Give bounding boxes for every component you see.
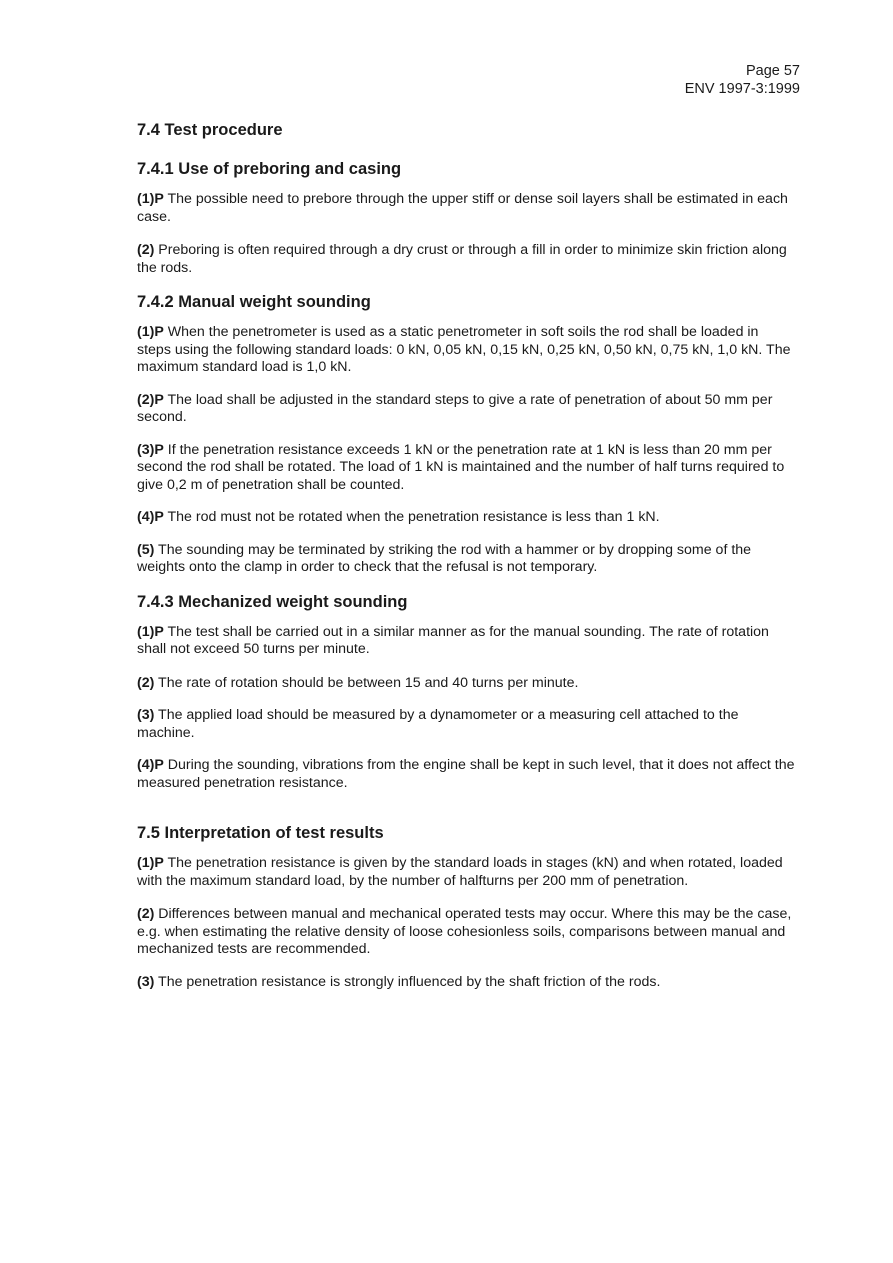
clause-number: (1)P <box>137 324 164 340</box>
section-title-7-4-2: 7.4.2 Manual weight sounding <box>137 293 371 311</box>
clause-number: (2)P <box>137 391 164 408</box>
paragraph <box>137 757 795 792</box>
clause-text: The sounding may be terminated by striking the rod with a hammer or by dropping some of the weights onto the clamp in order to check that the refusal is not temporary. <box>137 541 752 575</box>
section-title-7-4: 7.4 Test procedure <box>137 121 283 139</box>
clause-text: The load shall be adjusted in the standard steps to give a rate of penetration of about 50 mm per second. <box>137 391 773 425</box>
clause-number: (4)P <box>137 509 164 525</box>
clause-number: (1)P <box>137 855 164 871</box>
paragraph <box>137 392 795 427</box>
clause-number: (3) <box>137 707 155 723</box>
paragraph <box>137 974 795 992</box>
paragraph <box>137 906 795 959</box>
clause-number: (1)P <box>137 191 164 207</box>
document-id: ENV 1997-3:1999 <box>684 81 800 97</box>
clause-text: If the penetration resistance exceeds 1 kN or the penetration rate at 1 kN is less than 20 mm per second the rod shall be rotated. The load of 1 kN is maintained and the number of half turns required to give 0,2 m of penetration shall be counted. <box>137 441 785 493</box>
clause-text: The applied load should be measured by a dynamometer or a measuring cell attached to the machine. <box>137 707 739 741</box>
paragraph <box>137 509 795 527</box>
clause-text: The possible need to prebore through the upper stiff or dense soil layers shall be estimated in each case. <box>137 191 788 225</box>
clause-number: (3)P <box>137 441 164 458</box>
clause-text: The test shall be carried out in a similar manner as for the manual sounding. The rate of rotation shall not exceed 50 turns per minute. <box>137 623 769 657</box>
clause-text: The penetration resistance is strongly influenced by the shaft friction of the rods. <box>154 973 661 990</box>
clause-text: The penetration resistance is given by the standard loads in stages (kN) and when rotated, loaded with the maximum standard load, by the number of halfturns per 200 mm of penetration. <box>137 855 783 889</box>
clause-number: (5) <box>137 541 155 558</box>
paragraph <box>137 707 795 742</box>
section-title-7-5: 7.5 Interpretation of test results <box>137 824 384 842</box>
paragraph <box>137 442 795 495</box>
page-number: Page 57 <box>745 63 800 79</box>
paragraph <box>137 242 795 277</box>
clause-text: The rod must not be rotated when the penetration resistance is less than 1 kN. <box>163 509 660 525</box>
paragraph <box>137 324 795 377</box>
clause-text: When the penetrometer is used as a static penetrometer in soft soils the rod shall be loaded in steps using the following standard loads: 0 kN, 0,05 kN, 0,15 kN, 0,25 kN, 0,50 kN, 0,75 kN, 1,0 kN. The maximum standard load is 1,0 kN. <box>137 324 791 375</box>
clause-text: Preboring is often required through a dry crust or through a fill in order to minimize skin friction along the rods. <box>137 242 787 276</box>
section-title-7-4-3: 7.4.3 Mechanized weight sounding <box>137 592 408 611</box>
clause-number: (3) <box>137 973 155 990</box>
clause-text: During the sounding, vibrations from the engine shall be kept in such level, that it does not affect the measured penetration resistance. <box>137 757 795 791</box>
paragraph <box>137 624 795 659</box>
paragraph <box>137 855 795 890</box>
paragraph <box>137 191 795 226</box>
page-header <box>685 62 800 98</box>
paragraph <box>137 542 795 577</box>
paragraph <box>137 675 795 693</box>
clause-number: (2) <box>137 674 155 691</box>
clause-number: (2) <box>137 906 155 922</box>
document-body <box>137 119 795 991</box>
clause-text: The rate of rotation should be between 15 and 40 turns per minute. <box>154 674 579 691</box>
section-title-7-4-1: 7.4.1 Use of preboring and casing <box>137 160 402 178</box>
clause-text: Differences between manual and mechanical operated tests may occur. Where this may be the case, e.g. when estimating the relative density of loose cohesionless soils, comparisons between manual and mechanized tests are recommended. <box>137 906 792 957</box>
clause-number: (2) <box>137 242 155 258</box>
clause-number: (1)P <box>137 623 164 640</box>
clause-number: (4)P <box>137 757 164 773</box>
